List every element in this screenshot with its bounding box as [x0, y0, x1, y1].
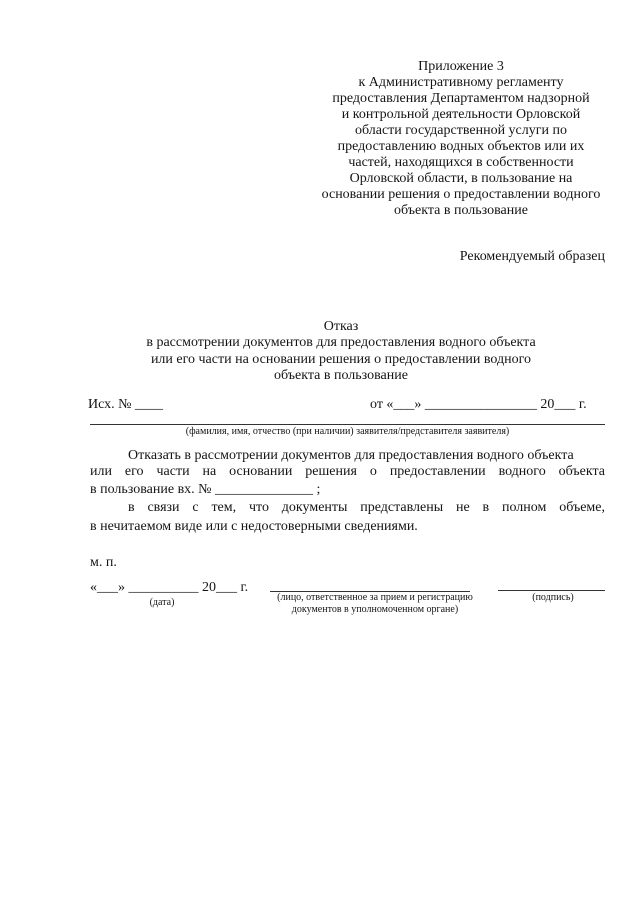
title-line: или его части на основании решения о предоставлении водного [150, 351, 532, 367]
appendix-line: объекта в пользование [394, 203, 528, 218]
appendix-line: частей, находящихся в собственности [348, 155, 574, 170]
appendix-block [318, 59, 604, 219]
signature-date: «___» __________ 20___ г. [90, 580, 249, 595]
appendix-line: области государственной услуги по [354, 123, 567, 138]
recommended-sample-label: Рекомендуемый образец [459, 249, 605, 264]
responsible-caption: документов в уполномоченном органе) [291, 604, 459, 615]
body-line: или его части на основании решения о предоставлении водного объекта [90, 464, 605, 479]
title-line: в рассмотрении документов для предоставления водного объекта [146, 335, 536, 351]
signature-rule-line [498, 590, 605, 591]
appendix-line: предоставления Департаментом надзорной [332, 91, 590, 106]
applicant-caption: (фамилия, имя, отчество (при наличии) заявителя/представителя заявителя) [185, 426, 510, 437]
body-line: Отказать в рассмотрении документов для предоставления водного объекта [128, 448, 574, 463]
appendix-line: и контрольной деятельности Орловской [341, 107, 581, 122]
appendix-line: Приложение 3 [418, 59, 504, 74]
responsible-caption: (лицо, ответственное за прием и регистрацию [277, 592, 473, 603]
title-heading: Отказ [323, 319, 359, 334]
date-caption: (дата) [149, 597, 175, 608]
signature-caption: (подпись) [532, 592, 574, 603]
outgoing-number: Исх. № ____ [88, 397, 163, 412]
document-title [90, 319, 592, 384]
appendix-line: к Административному регламенту [358, 75, 564, 90]
seal-placeholder: м. п. [90, 555, 117, 570]
body-line: в пользование вх. № ______________ ; [90, 482, 321, 497]
outgoing-date: от «___» ________________ 20___ г. [370, 397, 587, 412]
title-line: объекта в пользование [274, 367, 408, 383]
body-line: в нечитаемом виде или с недостоверными сведениями. [90, 519, 418, 534]
appendix-line: предоставлению водных объектов или их [337, 139, 585, 154]
appendix-line: основании решения о предоставлении водного [321, 187, 601, 202]
appendix-line: Орловской области, в пользование на [349, 171, 573, 186]
body-line: в связи с тем, что документы представлены не в полном объеме, [128, 500, 605, 515]
applicant-rule-line [90, 424, 605, 425]
